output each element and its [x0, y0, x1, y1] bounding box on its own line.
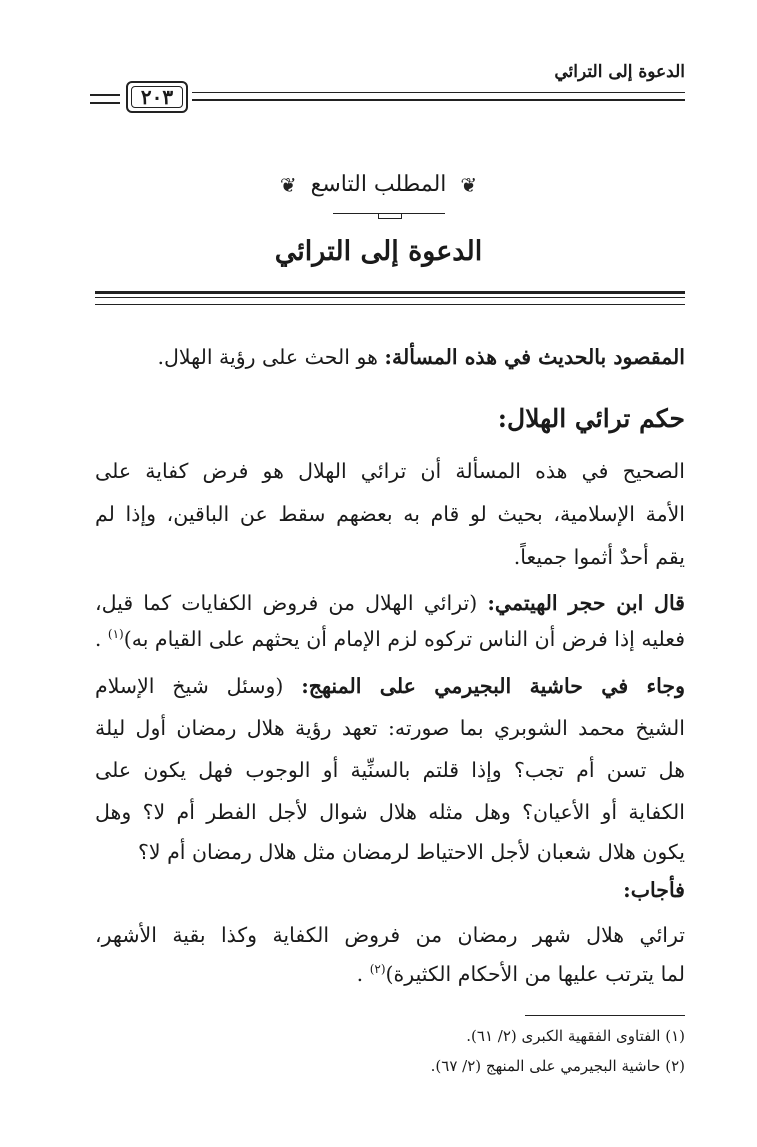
quote1-text: فعليه إذا فرض أن الناس تركوه لزم الإمام أن يحثهم على القيام به) — [123, 627, 685, 651]
page-number-badge: ٢٠٣ — [126, 81, 188, 113]
header-rule-left — [90, 94, 120, 104]
running-header-title: الدعوة إلى الترائي — [554, 62, 685, 82]
purpose-text: هو الحث على رؤية الهلال. — [157, 345, 378, 369]
purpose-line — [95, 345, 685, 369]
quote2-line1 — [95, 674, 685, 698]
section-label-row — [0, 172, 757, 197]
footnote-text: الفتاوى الفقهية الكبرى (٢/ ٦١). — [466, 1027, 661, 1045]
footnote-number: (١) — [665, 1027, 685, 1045]
answer-line: ترائي هلال شهر رمضان من فروض الكفاية وكذا بقية الأشهر، — [95, 923, 685, 947]
title-rule-middle — [95, 297, 685, 298]
chapter-title: الدعوة إلى الترائي — [274, 236, 483, 267]
footnote-number: (٢) — [665, 1057, 685, 1075]
ruling-heading: حكم ترائي الهلال: — [497, 404, 685, 433]
quote2-line: هل تسن أم تجب؟ وإذا قلتم بالسنِّية أو الوجوب فهل يكون على — [95, 758, 685, 782]
quote2-line: يكون هلال شعبان لأجل الاحتياط لرمضان مثل هلال رمضان أم لا؟ — [137, 840, 685, 864]
answer-label: فأجاب: — [623, 878, 685, 902]
paragraph-line: يقم أحدٌ أثموا جميعاً. — [513, 545, 685, 569]
section-label: المطلب التاسع — [310, 172, 447, 197]
ornament-left-icon: ❦ — [279, 172, 297, 197]
answer-text: لما يترتب عليها من الأحكام الكثيرة) — [385, 962, 685, 986]
quote1-label: قال ابن حجر الهيتمي: — [487, 591, 685, 615]
quote2-text: (وسئل شيخ الإسلام — [95, 674, 284, 698]
footnote-text: حاشية البجيرمي على المنهج (٢/ ٦٧). — [430, 1057, 661, 1075]
purpose-label: المقصود بالحديث في هذه المسألة: — [384, 345, 685, 369]
quote1-line2 — [95, 627, 685, 651]
ornament-right-icon: ❦ — [460, 172, 478, 197]
footnote-2 — [431, 1057, 685, 1075]
footnote-ref-1: (١) — [107, 627, 124, 642]
paragraph-line: الصحيح في هذه المسألة أن ترائي الهلال هو فرض كفاية على — [95, 459, 685, 483]
quote2-label: وجاء في حاشية البجيرمي على المنهج: — [301, 674, 685, 698]
header-rule — [192, 92, 685, 101]
footnote-rule — [525, 1015, 685, 1016]
footnote-1 — [466, 1027, 685, 1045]
quote1-end: . — [94, 627, 102, 651]
footnote-ref-2: (٢) — [369, 962, 386, 977]
section-underline-tab — [378, 213, 402, 219]
answer-line2 — [95, 962, 685, 986]
answer-end: . — [356, 962, 364, 986]
title-rule — [95, 291, 685, 305]
quote2-line: الكفاية أو الأعيان؟ وهل مثله هلال شوال لأجل الفطر أم لا؟ وهل — [95, 800, 685, 824]
quote1-line1 — [95, 591, 685, 615]
paragraph-line: الأمة الإسلامية، بحيث لو قام به بعضهم سقط عن الباقين، وإذا لم — [95, 502, 685, 526]
quote1-text: (ترائي الهلال من فروض الكفايات كما قيل، — [95, 591, 478, 615]
quote2-line: الشيخ محمد الشوبري بما صورته: تعهد رؤية هلال رمضان أول ليلة — [95, 716, 685, 740]
